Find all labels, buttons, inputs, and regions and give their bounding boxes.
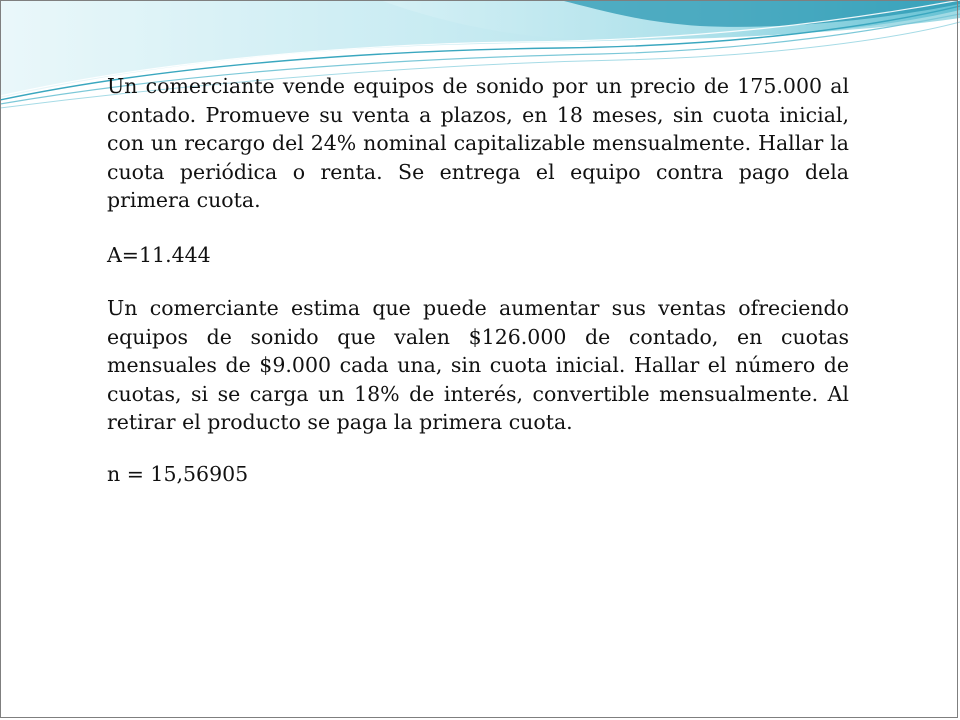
problem-1-text: Un comerciante vende equipos de sonido por un precio de 175.000 al contado. Promueve su venta a plazos, en 18 meses, sin cuota inicial, con un recargo del 24% nominal capitalizable mensualmente. Hallar la cuota periódica o renta. Se entrega el equipo contra pago dela primera cuota.: [107, 74, 849, 212]
answer-1-text: A=11.444: [107, 242, 211, 267]
spacer: [107, 437, 849, 460]
spacer: [107, 269, 849, 294]
spacer: [107, 215, 849, 241]
problem-2-text: Un comerciante estima que puede aumentar sus ventas ofreciendo equipos de sonido que valen $126.000 de contado, en cuotas mensuales de $9.000 cada una, sin cuota inicial. Hallar el número de cuotas, si se carga un 18% de interés, convertible mensualmente. Al retirar el producto se paga la primera cuota.: [107, 296, 849, 434]
slide-content: [107, 72, 849, 488]
answer-2-text: n = 15,56905: [107, 461, 249, 486]
